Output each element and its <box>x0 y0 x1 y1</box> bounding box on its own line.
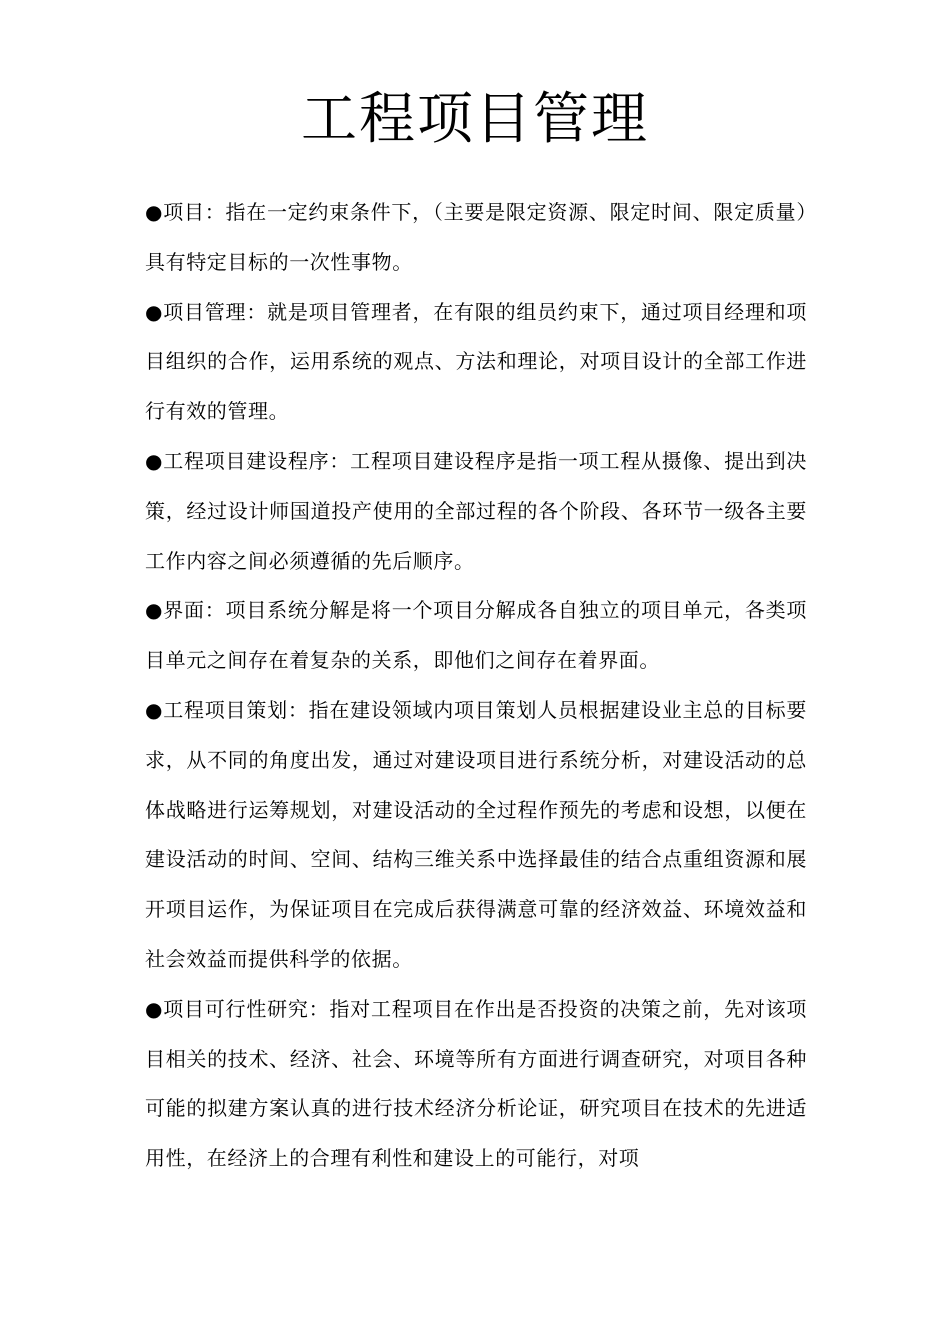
document-title: 工程项目管理 <box>301 87 649 152</box>
paragraph-project-planning: ●工程项目策划：指在建设领域内项目策划人员根据建设业主总的目标要求，从不同的角度出发，通过对建设项目进行系统分析，对建设活动的总体战略进行运筹规划，对建设活动的全过程作预先的考虑和设想，以便在建设活动的时间、空间、结构三维关系中选择最佳的结合点重组资源和展开项目运作，为保证项目在完成后获得满意可靠的经济效益、环境效益和社会效益而提供科学的依据。 <box>145 697 807 971</box>
paragraph-project: ●项目：指在一定约束条件下，（主要是限定资源、限定时间、限定质量）具有特定目标的一次性事物。 <box>145 200 807 274</box>
document-body <box>145 188 807 1184</box>
paragraph-project-management: ●项目管理：就是项目管理者，在有限的组员约束下，通过项目经理和项目组织的合作，运用系统的观点、方法和理论，对项目设计的全部工作进行有效的管理。 <box>145 299 807 424</box>
paragraph-interface: ●界面：项目系统分解是将一个项目分解成各自独立的项目单元，各类项目单元之间存在着复杂的关系，即他们之间存在着界面。 <box>145 598 807 673</box>
paragraph-feasibility-study: ●项目可行性研究：指对工程项目在作出是否投资的决策之前，先对该项目相关的技术、经济、社会、环境等所有方面进行调查研究，对项目各种可能的拟建方案认真的进行技术经济分析论证，研究项目在技术的先进适用性，在经济上的合理有利性和建设上的可能行，对项 <box>145 996 807 1171</box>
paragraph-construction-procedure: ●工程项目建设程序：工程项目建设程序是指一项工程从摄像、提出到决策，经过设计师国道投产使用的全部过程的各个阶段、各环节一级各主要工作内容之间必须遵循的先后顺序。 <box>145 448 807 573</box>
